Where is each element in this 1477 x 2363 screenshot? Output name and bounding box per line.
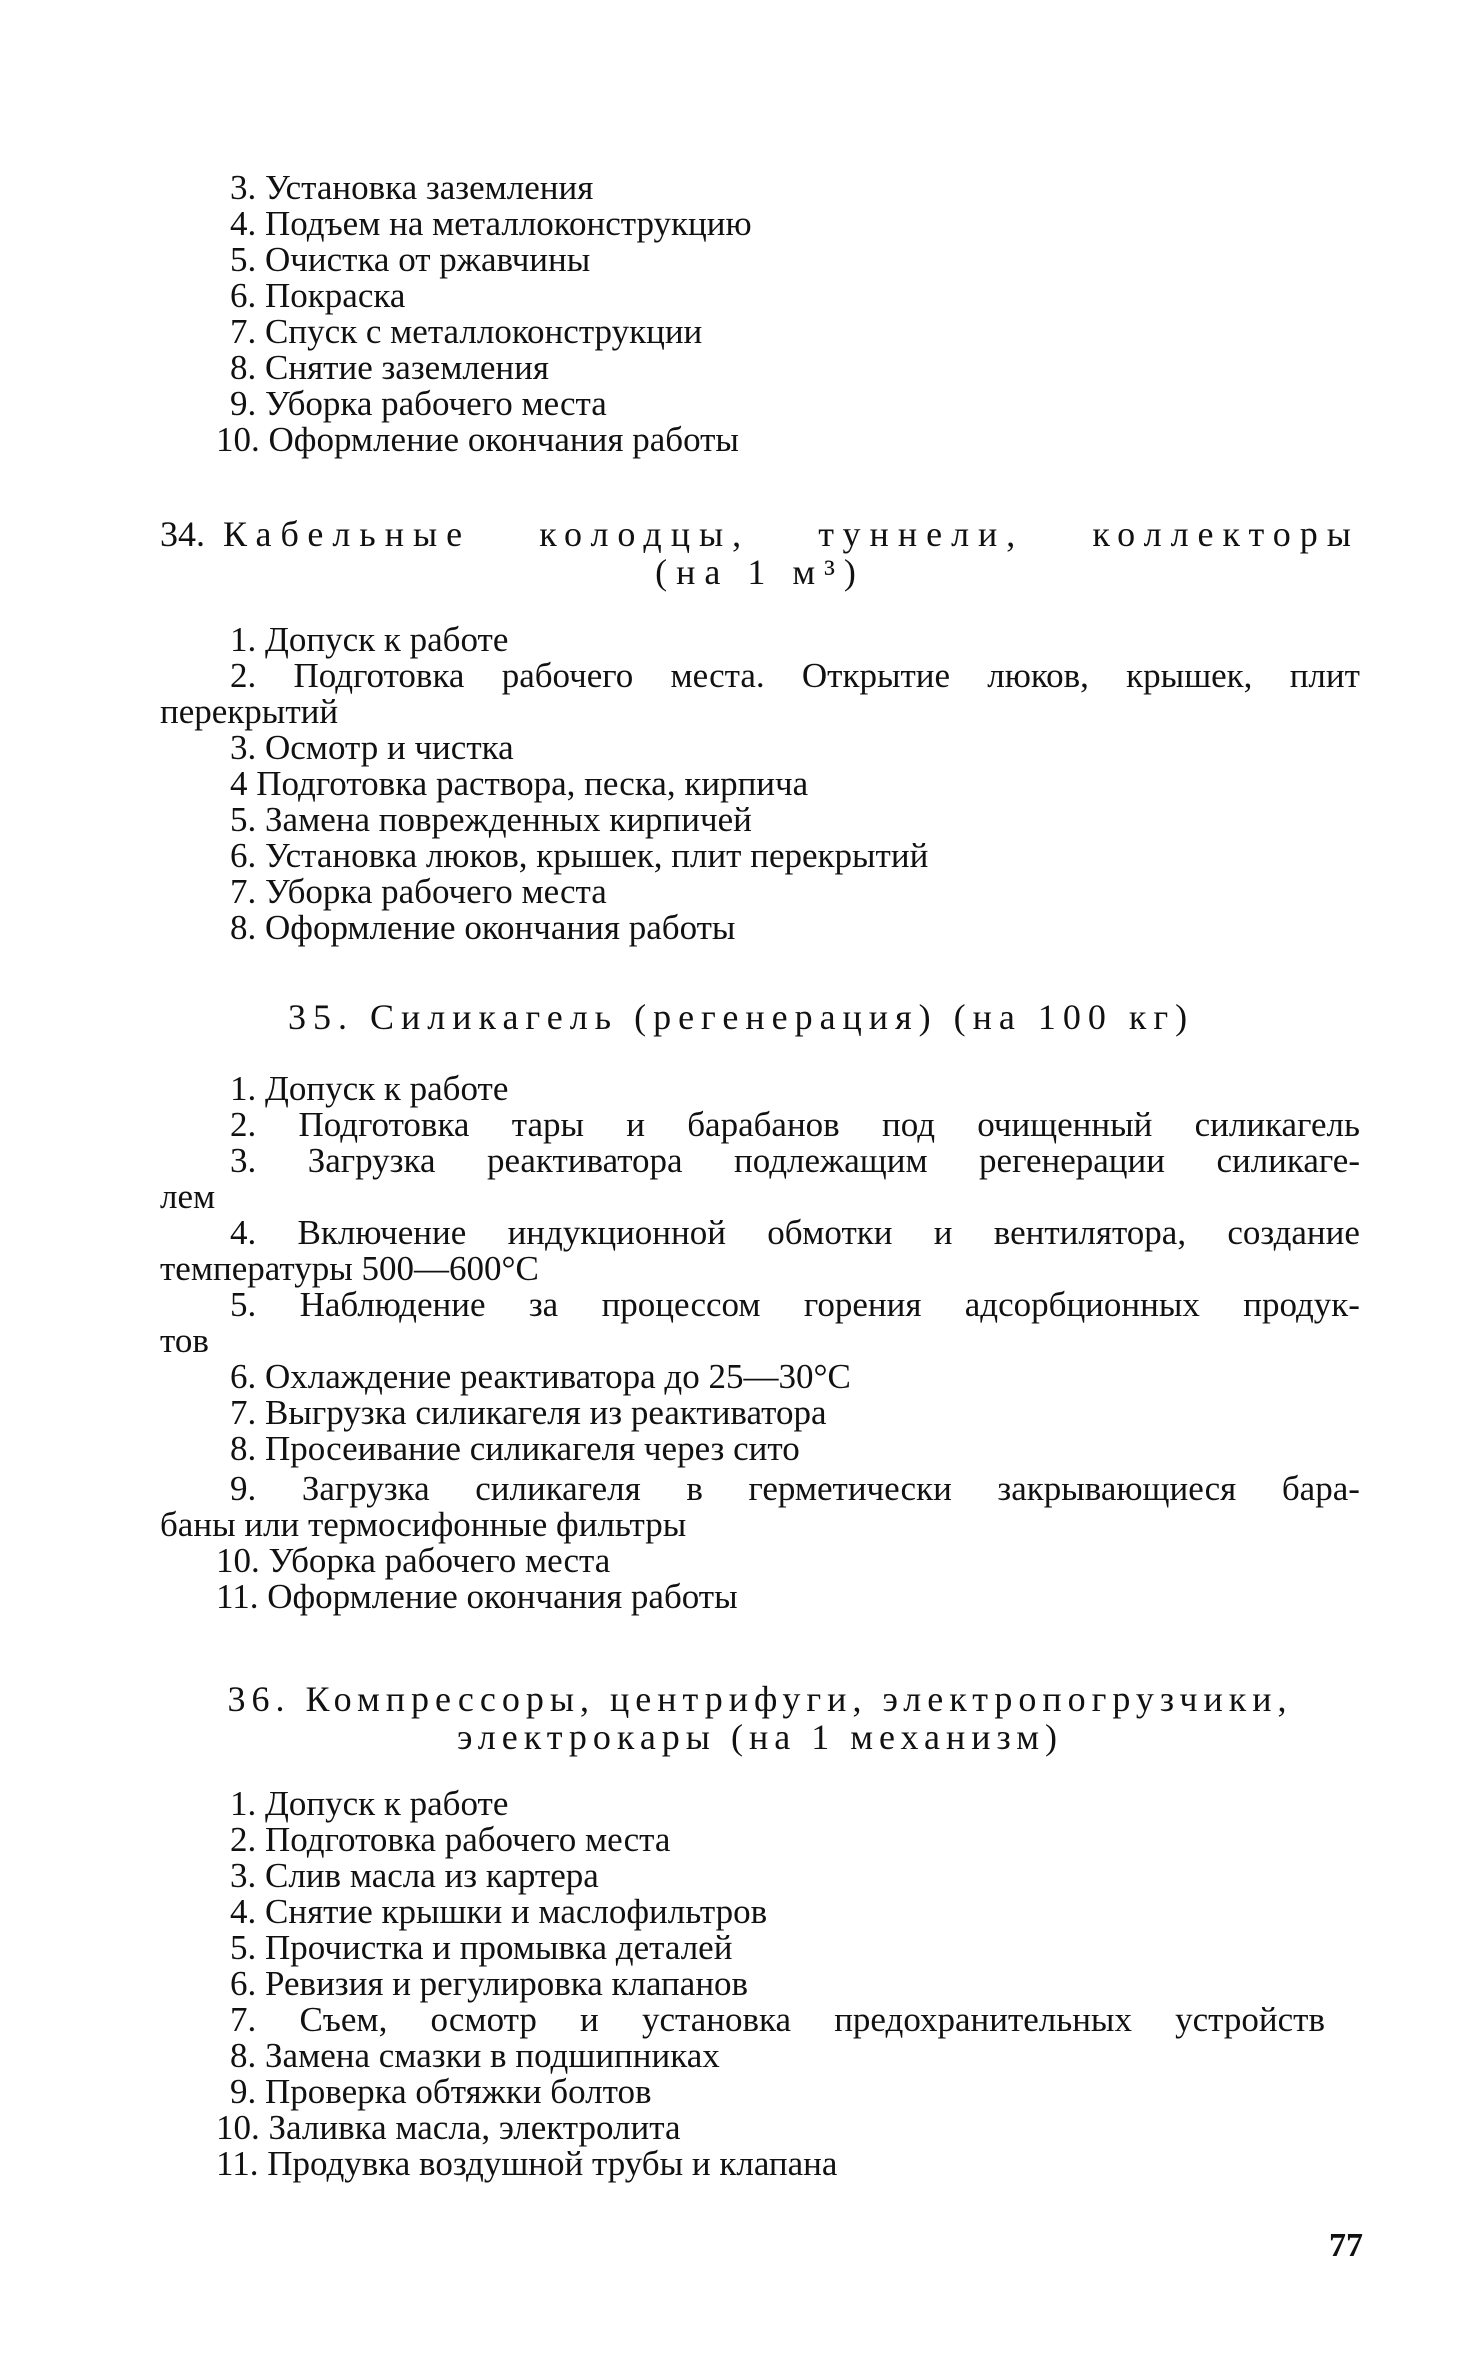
list-item-continuation: температуры 500—600°С	[160, 1249, 539, 1288]
list-item: 8. Замена смазки в подшипниках	[230, 2036, 720, 2075]
list-item: 6. Ревизия и регулировка клапанов	[230, 1964, 749, 2003]
section-36-title-line-2: электрокары (на 1 механизм)	[456, 1717, 1064, 1757]
list-item: 6. Покраска	[230, 276, 406, 315]
list-item: 5. Замена поврежденных кирпичей	[230, 800, 752, 839]
list-item: 8. Снятие заземления	[230, 348, 549, 387]
page-number: 77	[1329, 2227, 1363, 2264]
list-item: 2. Подготовка рабочего места	[230, 1820, 671, 1859]
list-item-continuation: тов	[160, 1321, 209, 1360]
title-word: колодцы,	[539, 514, 751, 554]
list-item: 7. Спуск с металлоконструкции	[230, 312, 703, 351]
title-word: 34. Кабельные	[160, 514, 472, 554]
section-34-unit: (на 1 м³)	[655, 552, 865, 592]
section-35-list	[160, 1071, 1360, 1615]
list-item-continuation: баны или термосифонные фильтры	[160, 1505, 687, 1544]
list-item: 10. Уборка рабочего места	[216, 1541, 611, 1580]
list-item-wrapped: 9. Загрузка силикагеля в герметически закрывающиеся бара-	[230, 1469, 1360, 1508]
list-item: 8. Оформление окончания работы	[230, 908, 736, 947]
list-item: 4. Снятие крышки и маслофильтров	[230, 1892, 768, 1931]
section-36-list	[160, 1786, 1360, 2182]
list-item: 10. Оформление окончания работы	[216, 420, 739, 459]
list-item: 7. Уборка рабочего места	[230, 872, 607, 911]
section-33-list	[160, 170, 1360, 458]
list-item: 7. Выгрузка силикагеля из реактиватора	[230, 1393, 827, 1432]
section-34-list	[160, 622, 1360, 946]
list-item: 4. Подъем на металлоконструкцию	[230, 204, 752, 243]
list-item: 3. Слив масла из картера	[230, 1856, 599, 1895]
list-item: 5. Прочистка и промывка деталей	[230, 1928, 733, 1967]
list-item-continuation: лем	[160, 1177, 216, 1216]
list-item: 6. Охлаждение реактиватора до 25—30°С	[230, 1357, 851, 1396]
list-item: 4 Подготовка раствора, песка, кирпича	[230, 764, 809, 803]
section-36	[160, 1680, 1360, 1756]
list-item: 8. Просеивание силикагеля через сито	[230, 1429, 800, 1468]
list-item: 1. Допуск к работе	[230, 620, 509, 659]
list-item: 9. Проверка обтяжки болтов	[230, 2072, 652, 2111]
section-35-title: 35. Силикагель (регенерация) (на 100 кг)	[288, 997, 1195, 1037]
title-word: коллекторы	[1092, 514, 1360, 554]
list-item: 11. Продувка воздушной трубы и клапана	[216, 2144, 838, 2183]
list-item-wrapped: 2. Подготовка рабочего места. Открытие люков, крышек, плит	[230, 656, 1360, 695]
section-36-title-line-1: 36. Компрессоры, центрифуги, электропогрузчики,	[227, 1679, 1293, 1719]
list-item-justified: 7. Съем, осмотр и установка предохранительных устройств	[230, 2000, 1325, 2039]
list-item-justified: 2. Подготовка тары и барабанов под очищенный силикагель	[230, 1105, 1360, 1144]
list-item: 5. Очистка от ржавчины	[230, 240, 591, 279]
list-item: 6. Установка люков, крышек, плит перекрытий	[230, 836, 929, 875]
section-35	[160, 998, 1360, 1036]
list-item-wrapped: 4. Включение индукционной обмотки и вентилятора, создание	[230, 1213, 1360, 1252]
list-item-wrapped: 5. Наблюдение за процессом горения адсорбционных продук-	[230, 1285, 1360, 1324]
list-item: 1. Допуск к работе	[230, 1784, 509, 1823]
title-word: туннели,	[818, 514, 1025, 554]
list-item: 3. Осмотр и чистка	[230, 728, 514, 767]
list-item-wrapped: 3. Загрузка реактиватора подлежащим регенерации силикаге-	[230, 1141, 1360, 1180]
list-item: 11. Оформление окончания работы	[216, 1577, 738, 1616]
list-item-continuation: перекрытий	[160, 692, 339, 731]
list-item: 1. Допуск к работе	[230, 1069, 509, 1108]
list-item: 9. Уборка рабочего места	[230, 384, 607, 423]
list-item: 3. Установка заземления	[230, 168, 594, 207]
list-item: 10. Заливка масла, электролита	[216, 2108, 681, 2147]
section-34	[160, 515, 1360, 591]
section-34-title	[160, 515, 1360, 553]
